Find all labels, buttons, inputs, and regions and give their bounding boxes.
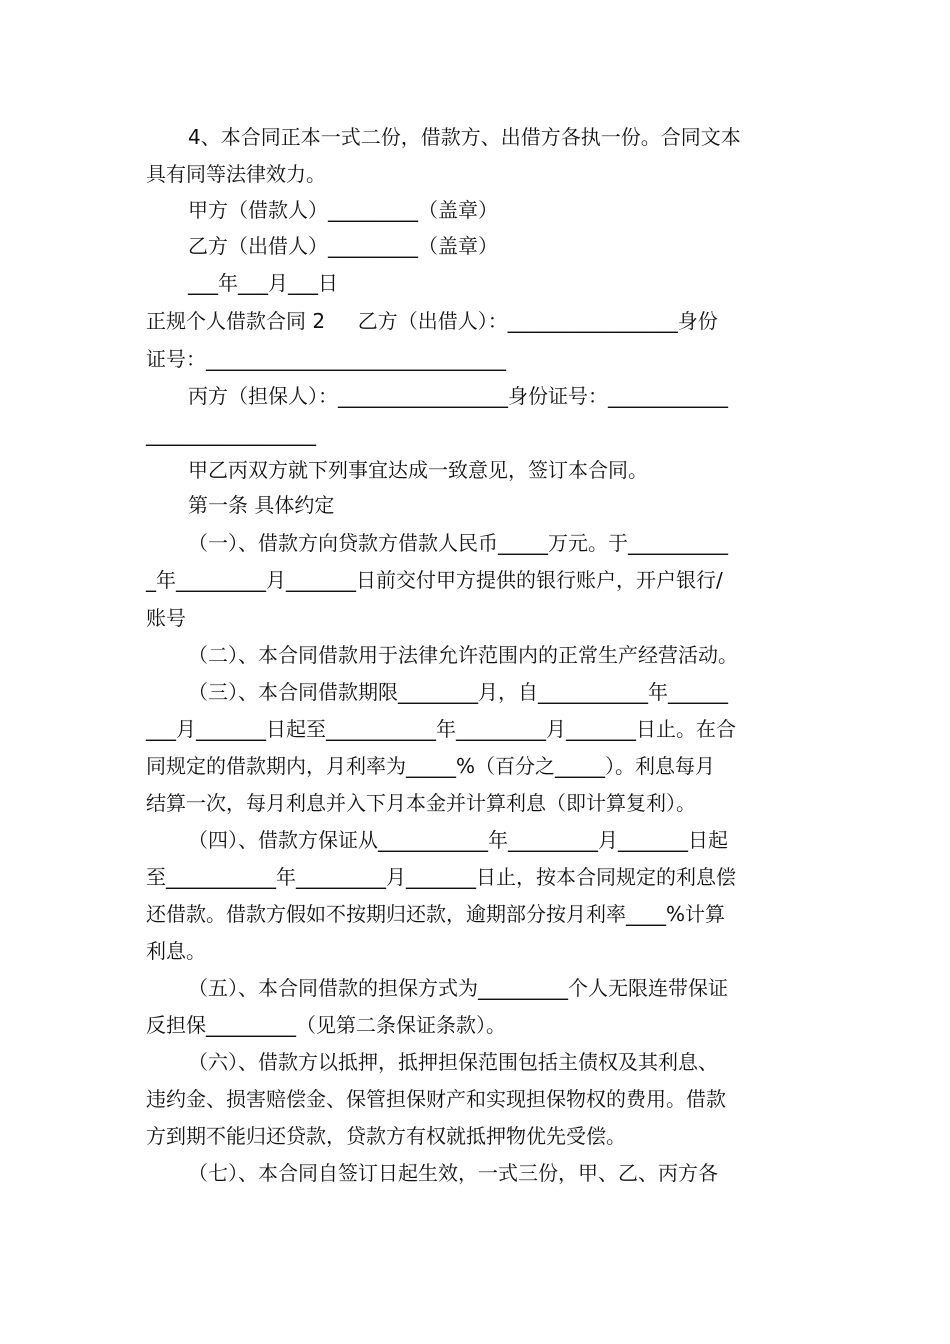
text-line: _年_________月_______日前交付甲方提供的银行账户，开户银行/ — [146, 568, 723, 592]
text-line: _________________ — [146, 422, 316, 446]
text-line: （六）、借款方以抵押，抵押担保范围包括主债权及其利息、 — [188, 1050, 718, 1074]
text-line: 账号 — [146, 606, 186, 630]
text-line: （四）、借款方保证从___________年_________月_______日起 — [188, 828, 728, 852]
text-line: 甲方（借款人）_________（盖章） — [188, 198, 498, 222]
text-line: （三）、本合同借款期限________月，自___________年______ — [188, 680, 728, 704]
text-line: 丙方（担保人）：_________________身份证号：____________ — [188, 384, 728, 408]
text-line: 利息。 — [146, 939, 206, 963]
text-line: 证号：______________________________ — [146, 347, 506, 371]
text-line: 结算一次，每月利息并入下月本金并计算利息（即计算复利）。 — [146, 791, 696, 815]
text-line: 乙方（出借人）_________（盖章） — [188, 234, 498, 258]
text-line: 正规个人借款合同 2 乙方（出借人）：_________________身份 — [146, 309, 718, 333]
text-line: （一）、借款方向贷款方借款人民币_____万元。于__________ — [188, 531, 728, 555]
text-line: 反担保_________（见第二条保证条款）。 — [146, 1013, 506, 1037]
text-line: （二）、本合同借款用于法律允许范围内的正常生产经营活动。 — [188, 643, 738, 667]
text-line: 方到期不能归还贷款，贷款方有权就抵押物优先受偿。 — [146, 1124, 626, 1148]
section-heading: 第一条 具体约定 — [188, 493, 335, 517]
text-line: ___月_______日起至___________年_________月_______日止。在合 — [146, 717, 736, 741]
text-line: 违约金、损害赔偿金、保管担保财产和实现担保物权的费用。借款 — [146, 1087, 726, 1111]
text-line: 具有同等法律效力。 — [146, 162, 326, 186]
text-line: 至___________年_________月_______日止，按本合同规定的利息偿 — [146, 865, 736, 889]
text-line: 同规定的借款期内，月利率为_____%（百分之_____）。利息每月 — [146, 754, 716, 778]
text-line: 还借款。借款方假如不按期归还款，逾期部分按月利率____%计算 — [146, 902, 726, 926]
text-line: （七）、本合同自签订日起生效，一式三份，甲、乙、丙方各 — [188, 1161, 718, 1185]
text-line: （五）、本合同借款的担保方式为_________个人无限连带保证 — [188, 976, 728, 1000]
text-line: 4、本合同正本一式二份，借款方、出借方各执一份。合同文本 — [188, 125, 741, 149]
text-line: ___年___月___日 — [188, 271, 338, 295]
text-line: 甲乙丙双方就下列事宜达成一致意见，签订本合同。 — [188, 458, 648, 482]
